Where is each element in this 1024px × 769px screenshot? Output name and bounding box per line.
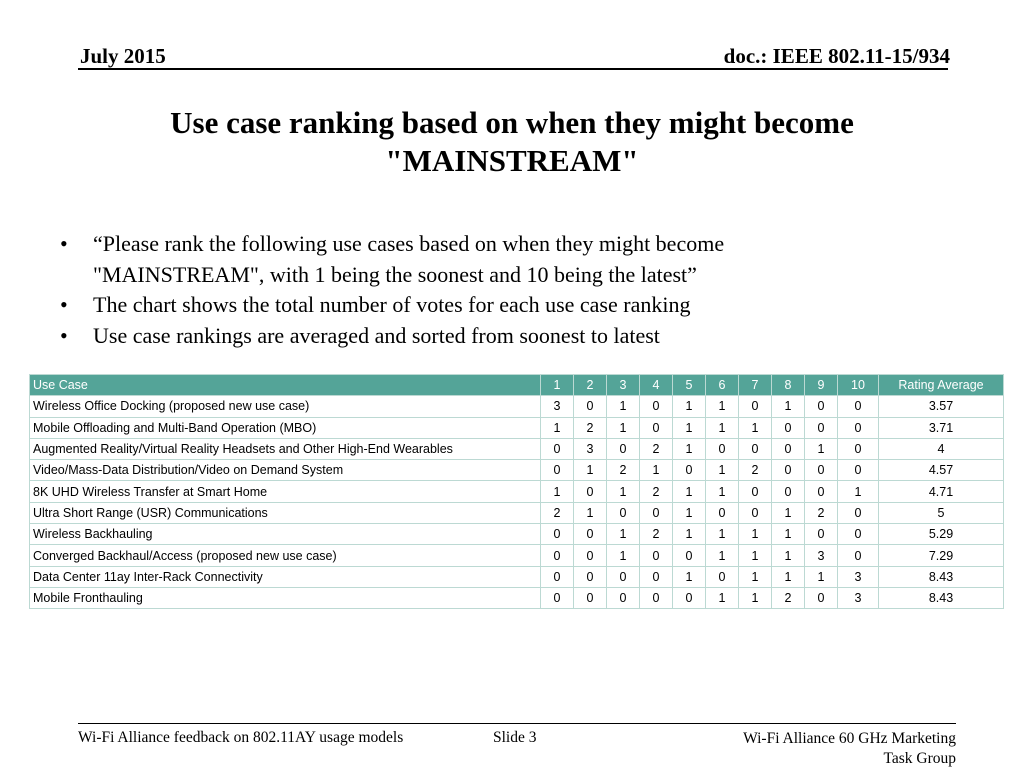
bullet-marker: •: [60, 322, 68, 348]
slide-title-line-1: Use case ranking based on when they might become: [170, 105, 854, 140]
bullet-text: The chart shows the total number of votes for each use case ranking: [93, 292, 691, 317]
vote-count-cell: 1: [706, 396, 739, 417]
vote-count-cell: 1: [607, 545, 640, 566]
vote-count-cell: 0: [805, 396, 838, 417]
vote-count-cell: 2: [607, 460, 640, 481]
rating-average-cell: 7.29: [879, 545, 1004, 566]
vote-count-cell: 0: [640, 396, 673, 417]
vote-count-cell: 0: [673, 545, 706, 566]
use-case-name-cell: Video/Mass-Data Distribution/Video on Demand System: [30, 460, 541, 481]
bullet-text: Use case rankings are averaged and sorted from soonest to latest: [93, 322, 660, 348]
vote-count-cell: 0: [574, 566, 607, 587]
vote-count-cell: 3: [574, 438, 607, 459]
vote-count-cell: 0: [574, 481, 607, 502]
rating-average-cell: 4.57: [879, 460, 1004, 481]
use-case-table: [29, 374, 1004, 609]
vote-count-cell: 3: [838, 587, 879, 608]
vote-count-cell: 1: [772, 396, 805, 417]
rating-average-cell: 4.71: [879, 481, 1004, 502]
vote-count-cell: 2: [574, 417, 607, 438]
table-row: [30, 460, 1004, 481]
use-case-name-cell: Ultra Short Range (USR) Communications: [30, 502, 541, 523]
vote-count-cell: 0: [541, 524, 574, 545]
vote-count-cell: 1: [574, 460, 607, 481]
slide-title-line-2: "MAINSTREAM": [385, 143, 639, 178]
vote-count-cell: 0: [574, 545, 607, 566]
vote-count-cell: 0: [541, 566, 574, 587]
vote-count-cell: 1: [607, 524, 640, 545]
vote-count-cell: 0: [838, 417, 879, 438]
vote-count-cell: 1: [706, 460, 739, 481]
use-case-name-cell: Converged Backhaul/Access (proposed new use case): [30, 545, 541, 566]
vote-count-cell: 1: [673, 566, 706, 587]
vote-count-cell: 1: [805, 566, 838, 587]
bullet-list: [60, 229, 900, 351]
rating-average-cell: 5: [879, 502, 1004, 523]
use-case-name-cell: Augmented Reality/Virtual Reality Headsets and Other High-End Wearables: [30, 438, 541, 459]
vote-count-cell: 3: [838, 566, 879, 587]
vote-count-cell: 2: [739, 460, 772, 481]
vote-count-cell: 0: [772, 460, 805, 481]
bullet-item: [60, 290, 900, 321]
footer-rule: [78, 723, 956, 724]
vote-count-cell: 0: [838, 396, 879, 417]
vote-count-cell: 1: [541, 481, 574, 502]
vote-count-cell: 3: [541, 396, 574, 417]
footer-left-text: Wi-Fi Alliance feedback on 802.11AY usage models: [78, 729, 404, 746]
vote-count-cell: 1: [607, 396, 640, 417]
vote-count-cell: 0: [640, 502, 673, 523]
column-header: 1: [541, 375, 574, 396]
vote-count-cell: 1: [574, 502, 607, 523]
column-header: 10: [838, 375, 879, 396]
vote-count-cell: 0: [838, 438, 879, 459]
table-row: [30, 438, 1004, 459]
column-header: 5: [673, 375, 706, 396]
vote-count-cell: 1: [673, 502, 706, 523]
bullet-item: [60, 229, 900, 290]
header-doc-id: doc.: IEEE 802.11-15/934: [723, 44, 950, 68]
table-row: [30, 417, 1004, 438]
table-row: [30, 481, 1004, 502]
vote-count-cell: 0: [607, 502, 640, 523]
rating-average-cell: 8.43: [879, 566, 1004, 587]
column-header: 6: [706, 375, 739, 396]
vote-count-cell: 1: [706, 481, 739, 502]
table-row: [30, 524, 1004, 545]
use-case-name-cell: Wireless Backhauling: [30, 524, 541, 545]
vote-count-cell: 0: [739, 438, 772, 459]
vote-count-cell: 1: [706, 524, 739, 545]
table-row: [30, 566, 1004, 587]
vote-count-cell: 0: [574, 524, 607, 545]
vote-count-cell: 0: [838, 460, 879, 481]
vote-count-cell: 0: [706, 438, 739, 459]
vote-count-cell: 1: [739, 566, 772, 587]
vote-count-cell: 1: [706, 545, 739, 566]
vote-count-cell: 0: [706, 502, 739, 523]
vote-count-cell: 1: [640, 460, 673, 481]
vote-count-cell: 0: [640, 545, 673, 566]
rating-average-cell: 4: [879, 438, 1004, 459]
vote-count-cell: 0: [739, 481, 772, 502]
vote-count-cell: 1: [607, 417, 640, 438]
vote-count-cell: 1: [706, 587, 739, 608]
vote-count-cell: 0: [805, 417, 838, 438]
rating-average-cell: 5.29: [879, 524, 1004, 545]
column-header: 2: [574, 375, 607, 396]
slide-title: [60, 104, 964, 180]
vote-count-cell: 0: [706, 566, 739, 587]
vote-count-cell: 0: [541, 438, 574, 459]
vote-count-cell: 0: [838, 545, 879, 566]
vote-count-cell: 0: [640, 566, 673, 587]
table-row: [30, 502, 1004, 523]
vote-count-cell: 1: [706, 417, 739, 438]
table-header-row: [30, 375, 1004, 396]
vote-count-cell: 1: [739, 524, 772, 545]
rating-average-cell: 3.71: [879, 417, 1004, 438]
vote-count-cell: 1: [739, 587, 772, 608]
vote-count-cell: 1: [805, 438, 838, 459]
vote-count-cell: 0: [772, 481, 805, 502]
vote-count-cell: 2: [640, 438, 673, 459]
vote-count-cell: 2: [541, 502, 574, 523]
vote-count-cell: 0: [673, 460, 706, 481]
vote-count-cell: 0: [772, 438, 805, 459]
vote-count-cell: 0: [805, 524, 838, 545]
footer-right-line-2: Task Group: [883, 750, 956, 767]
bullet-item: [60, 321, 900, 352]
column-header: 7: [739, 375, 772, 396]
vote-count-cell: 0: [541, 587, 574, 608]
vote-count-cell: 0: [673, 587, 706, 608]
vote-count-cell: 1: [673, 396, 706, 417]
bullet-text: “Please rank the following use cases based on when they might become "MAINSTREAM", with 1 being the soonest and 10 being the latest”: [93, 231, 725, 287]
column-header: Rating Average: [879, 375, 1004, 396]
vote-count-cell: 0: [805, 481, 838, 502]
vote-count-cell: 1: [673, 524, 706, 545]
vote-count-cell: 3: [805, 545, 838, 566]
vote-count-cell: 0: [805, 587, 838, 608]
column-header: 4: [640, 375, 673, 396]
vote-count-cell: 1: [673, 438, 706, 459]
header-rule: [78, 68, 948, 70]
vote-count-cell: 0: [772, 417, 805, 438]
vote-count-cell: 0: [640, 417, 673, 438]
vote-count-cell: 1: [739, 545, 772, 566]
vote-count-cell: 1: [673, 481, 706, 502]
vote-count-cell: 1: [772, 502, 805, 523]
bullet-marker: •: [60, 231, 68, 256]
vote-count-cell: 0: [607, 566, 640, 587]
vote-count-cell: 0: [541, 545, 574, 566]
vote-count-cell: 0: [574, 396, 607, 417]
vote-count-cell: 0: [805, 460, 838, 481]
vote-count-cell: 0: [838, 524, 879, 545]
vote-count-cell: 1: [673, 417, 706, 438]
vote-count-cell: 0: [574, 587, 607, 608]
vote-count-cell: 0: [640, 587, 673, 608]
use-case-name-cell: Mobile Offloading and Multi-Band Operation (MBO): [30, 417, 541, 438]
vote-count-cell: 1: [541, 417, 574, 438]
table-row: [30, 587, 1004, 608]
use-case-name-cell: 8K UHD Wireless Transfer at Smart Home: [30, 481, 541, 502]
column-header: Use Case: [30, 375, 541, 396]
vote-count-cell: 1: [838, 481, 879, 502]
vote-count-cell: 0: [739, 396, 772, 417]
table-row: [30, 396, 1004, 417]
vote-count-cell: 0: [838, 502, 879, 523]
vote-count-cell: 0: [607, 587, 640, 608]
footer-slide-number: Slide 3: [493, 729, 537, 746]
vote-count-cell: 0: [739, 502, 772, 523]
vote-count-cell: 2: [805, 502, 838, 523]
column-header: 8: [772, 375, 805, 396]
vote-count-cell: 0: [541, 460, 574, 481]
use-case-name-cell: Data Center 11ay Inter-Rack Connectivity: [30, 566, 541, 587]
bullet-marker: •: [60, 292, 68, 317]
header-date: July 2015: [80, 44, 166, 68]
vote-count-cell: 1: [772, 566, 805, 587]
use-case-name-cell: Wireless Office Docking (proposed new use case): [30, 396, 541, 417]
column-header: 3: [607, 375, 640, 396]
footer-right-text: [696, 729, 956, 769]
footer-right-line-1: Wi-Fi Alliance 60 GHz Marketing: [743, 730, 956, 747]
column-header: 9: [805, 375, 838, 396]
vote-count-cell: 1: [739, 417, 772, 438]
vote-count-cell: 0: [607, 438, 640, 459]
table-row: [30, 545, 1004, 566]
rating-average-cell: 3.57: [879, 396, 1004, 417]
vote-count-cell: 2: [640, 481, 673, 502]
vote-count-cell: 1: [772, 524, 805, 545]
rating-average-cell: 8.43: [879, 587, 1004, 608]
vote-count-cell: 2: [640, 524, 673, 545]
table-body: [30, 396, 1004, 609]
vote-count-cell: 1: [607, 481, 640, 502]
vote-count-cell: 2: [772, 587, 805, 608]
use-case-name-cell: Mobile Fronthauling: [30, 587, 541, 608]
vote-count-cell: 1: [772, 545, 805, 566]
